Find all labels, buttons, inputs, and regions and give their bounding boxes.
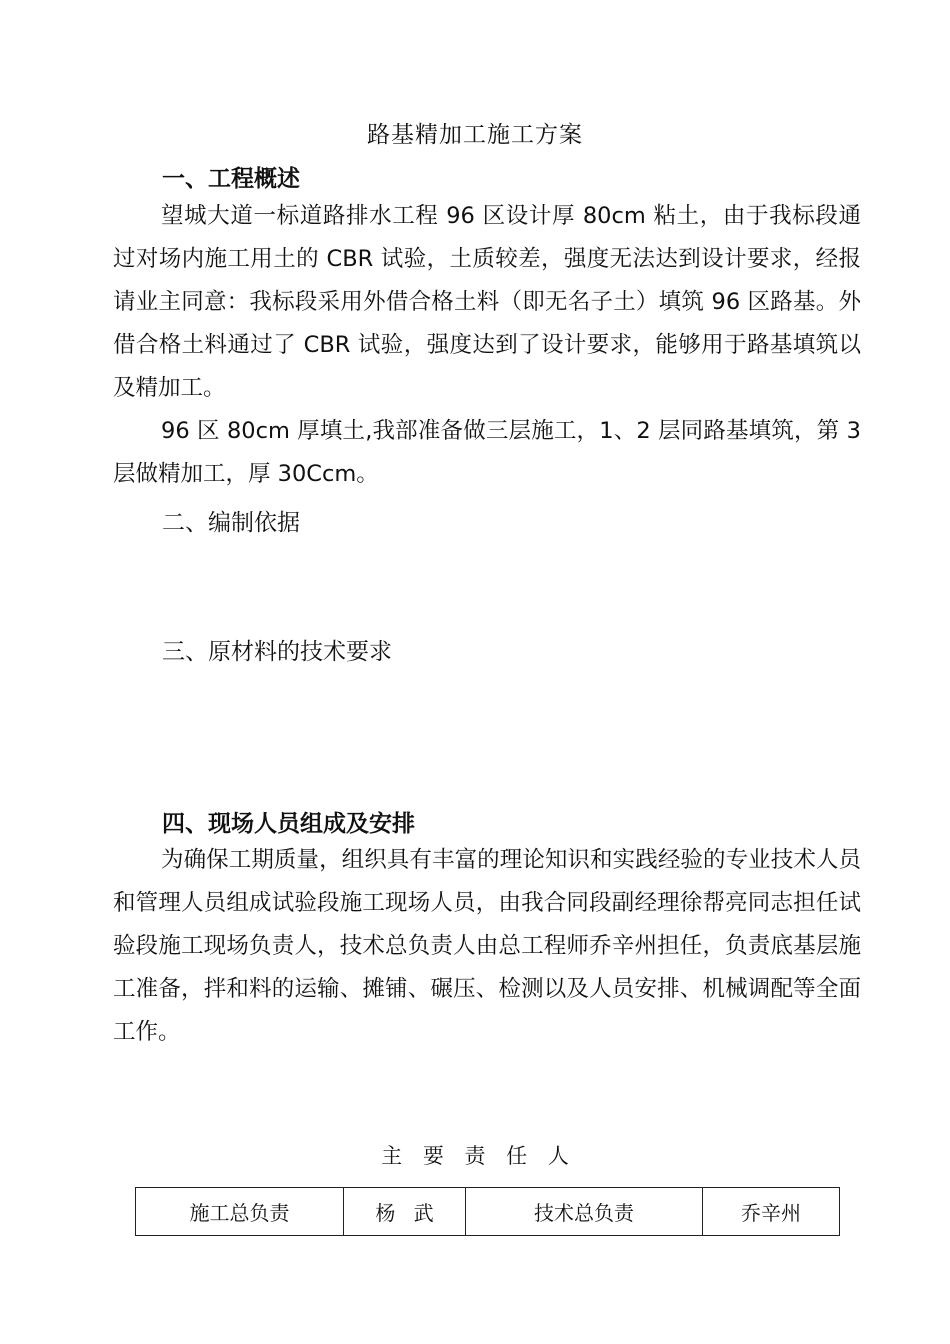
table-row (136, 1188, 840, 1236)
overview-paragraph-2: 96 区 80cm 厚填土,我部准备做三层施工，1、2 层同路基填筑，第 3 层做精加工，厚 30Ccm。 (113, 418, 861, 487)
responsible-table-title: 主 要 责 任 人 (381, 1144, 569, 1168)
section-heading-overview: 一、工程概述 (162, 166, 300, 192)
table-cell-construction-lead-label: 施工总负责 (136, 1188, 344, 1236)
document-title: 路基精加工施工方案 (367, 122, 583, 148)
section-heading-materials: 三、原材料的技术要求 (162, 639, 392, 665)
responsible-table (135, 1187, 840, 1236)
table-cell-technical-lead-label: 技术总负责 (466, 1188, 703, 1236)
section-heading-basis: 二、编制依据 (162, 510, 300, 536)
overview-paragraph-1: 望城大道一标道路排水工程 96 区设计厚 80cm 粘土，由于我标段通过对场内施工用土的 CBR 试验，土质较差，强度无法达到设计要求，经报请业主同意：我标段采用外借合格土料（即无名子土）填筑 96 区路基。外借合格土料通过了 CBR 试验，强度达到了设计要求，能够用于路基填筑以及精加工。 (113, 203, 861, 401)
table-cell-construction-lead-name: 杨 武 (344, 1188, 466, 1236)
table-cell-technical-lead-name: 乔辛州 (703, 1188, 840, 1236)
section-heading-personnel: 四、现场人员组成及安排 (162, 811, 415, 837)
personnel-paragraph: 为确保工期质量，组织具有丰富的理论知识和实践经验的专业技术人员和管理人员组成试验段施工现场人员，由我合同段副经理徐帮亮同志担任试验段施工现场负责人，技术总负责人由总工程师乔辛州担任，负责底基层施工准备，拌和料的运输、摊铺、碾压、检测以及人员安排、机械调配等全面工作。 (113, 847, 861, 1045)
